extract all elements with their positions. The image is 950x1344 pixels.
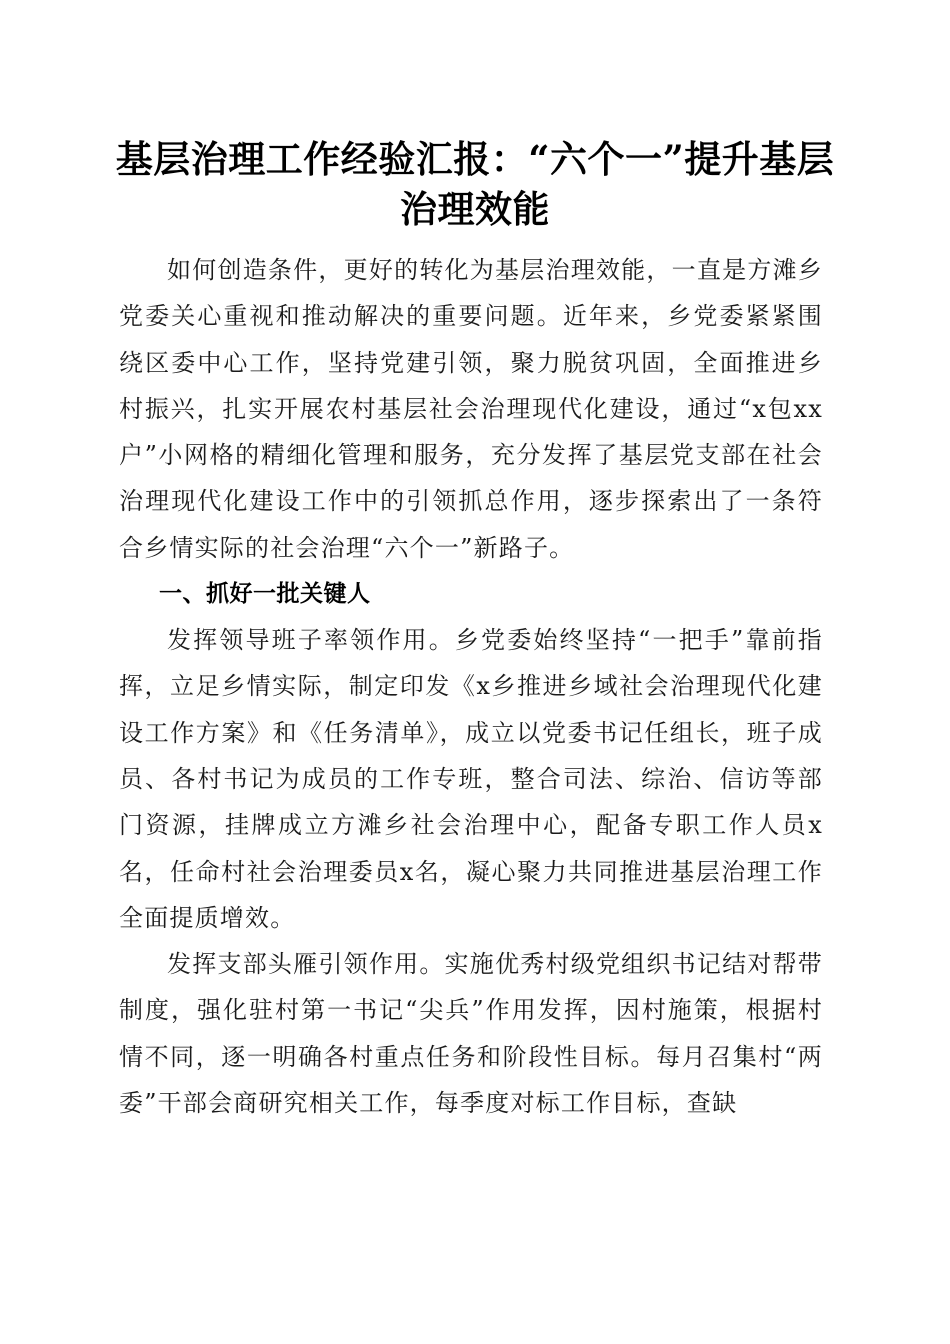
- document-title: 基层治理工作经验汇报：“六个一”提升基层治理效能: [115, 137, 835, 231]
- body-paragraph: 发挥领导班子率领作用。乡党委始终坚持“一把手”靠前指挥，立足乡情实际，制定印发《x乡推进乡域社会治理现代化建设工作方案》和《任务清单》，成立以党委书记任组长，班子成员、各村书记为成员的工作专班，整合司法、综治、信访等部门资源，挂牌成立方滩乡社会治理中心，配备专职工作人员x名，任命村社会治理委员x名，凝心聚力共同推进基层治理工作全面提质增效。: [119, 626, 823, 932]
- body-paragraph: 发挥支部头雁引领作用。实施优秀村级党组织书记结对帮带制度，强化驻村第一书记“尖兵”作用发挥，因村施策，根据村情不同，逐一明确各村重点任务和阶段性目标。每月召集村“两委”干部会商研究相关工作，每季度对标工作目标，查缺: [119, 950, 823, 1118]
- section-heading: 一、抓好一批关键人: [159, 581, 371, 608]
- intro-paragraph: 如何创造条件，更好的转化为基层治理效能，一直是方滩乡党委关心重视和推动解决的重要问题。近年来，乡党委紧紧围绕区委中心工作，坚持党建引领，聚力脱贫巩固，全面推进乡村振兴，扎实开展农村基层社会治理现代化建设，通过“x包xx户”小网格的精细化管理和服务，充分发挥了基层党支部在社会治理现代化建设工作中的引领抓总作用，逐步探索出了一条符合乡情实际的社会治理“六个一”新路子。: [119, 256, 823, 562]
- document-body: [119, 247, 823, 1126]
